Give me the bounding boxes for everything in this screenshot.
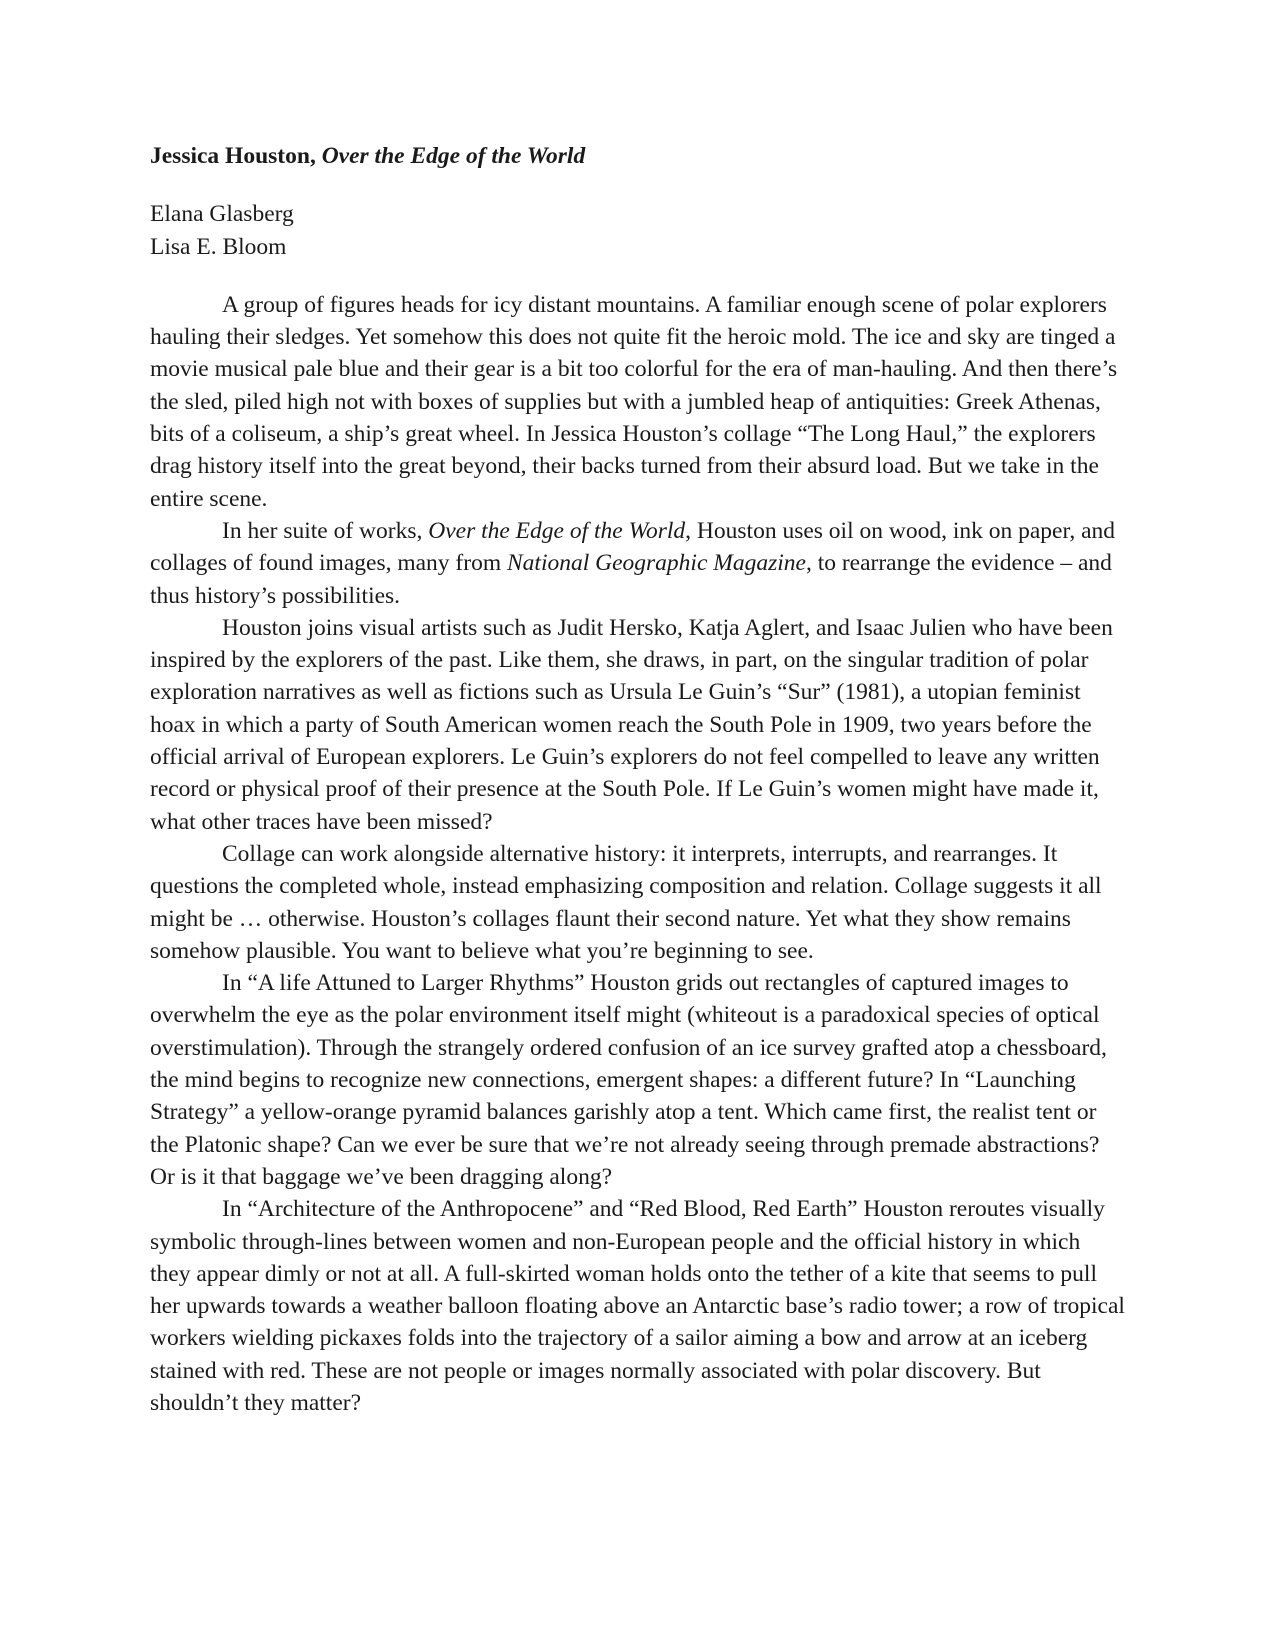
- document-page: [150, 140, 1125, 1419]
- paragraph-2-italic-title: Over the Edge of the World: [428, 517, 686, 544]
- title-work: Over the Edge of the World: [321, 143, 586, 169]
- document-title: [150, 140, 1125, 172]
- paragraph-3: Houston joins visual artists such as Judit Hersko, Katja Aglert, and Isaac Julien who have been inspired by the explorers of the past. Like them, she draws, in part, on the singular tradition of polar exploration narratives as well as fictions such as Ursula Le Guin’s “Sur” (1981), a utopian feminist hoax in which a party of South American women reach the South Pole in 1909, two years before the official arrival of European explorers. Le Guin’s explorers do not feel compelled to leave any written record or physical proof of their presence at the South Pole. If Le Guin’s women might have made it, what other traces have been missed?: [150, 614, 1113, 835]
- paragraph-2-text: In her suite of works,: [222, 517, 423, 544]
- paragraph-2-text: , to rearrange the evidence – and thus history’s possibilities.: [150, 550, 1112, 609]
- title-artist: Jessica Houston,: [150, 143, 316, 169]
- author-list: [150, 198, 1125, 263]
- paragraph-1: A group of figures heads for icy distant mountains. A familiar enough scene of polar explorers hauling their sledges. Yet somehow this does not quite fit the heroic mold. The ice and sky are tinged a movie musical pale blue and their gear is a bit too colorful for the era of man-hauling. And then there’s the sled, piled high not with boxes of supplies but with a jumbled heap of antiquities: Greek Athenas, bits of a coliseum, a ship’s great wheel. In Jessica Houston’s collage “The Long Haul,” the explorers drag history itself into the great beyond, their backs turned from their absurd load. But we take in the entire scene.: [150, 291, 1118, 512]
- paragraph-2-italic-magazine: National Geographic Magazine: [506, 550, 806, 577]
- paragraph-5: In “A life Attuned to Larger Rhythms” Houston grids out rectangles of captured images to overwhelm the eye as the polar environment itself might (whiteout is a paradoxical species of optical overstimulation). Through the strangely ordered confusion of an ice survey grafted atop a chessboard, the mind begins to recognize new connections, emergent shapes: a different future? In “Launching Strategy” a yellow-orange pyramid balances garishly atop a tent. Which came first, the realist tent or the Platonic shape? Can we ever be sure that we’re not already seeing through premade abstractions? Or is it that baggage we’ve been dragging along?: [150, 970, 1107, 1190]
- paragraph-2: [150, 515, 1125, 612]
- author-name: Lisa E. Bloom: [150, 233, 287, 260]
- paragraph-6: In “Architecture of the Anthropocene” and “Red Blood, Red Earth” Houston reroutes visually symbolic through-lines between women and non-European people and the official history in which they appear dimly or not at all. A full-skirted woman holds onto the tether of a kite that seems to pull her upwards towards a weather balloon floating above an Antarctic base’s radio tower; a row of tropical workers wielding pickaxes folds into the trajectory of a sailor aiming a bow and arrow at an iceberg stained with red. These are not people or images normally associated with polar discovery. But shouldn’t they matter?: [150, 1196, 1125, 1416]
- author-name: Elana Glasberg: [150, 201, 294, 228]
- paragraph-4: Collage can work alongside alternative history: it interprets, interrupts, and rearranges. It questions the completed whole, instead emphasizing composition and relation. Collage suggests it all might be … otherwise. Houston’s collages flaunt their second nature. Yet what they show remains somehow plausible. You want to believe what you’re beginning to see.: [150, 840, 1102, 964]
- paragraph-2-text: , Houston uses oil on wood, ink on paper, and collages of found images, many from: [150, 517, 1116, 577]
